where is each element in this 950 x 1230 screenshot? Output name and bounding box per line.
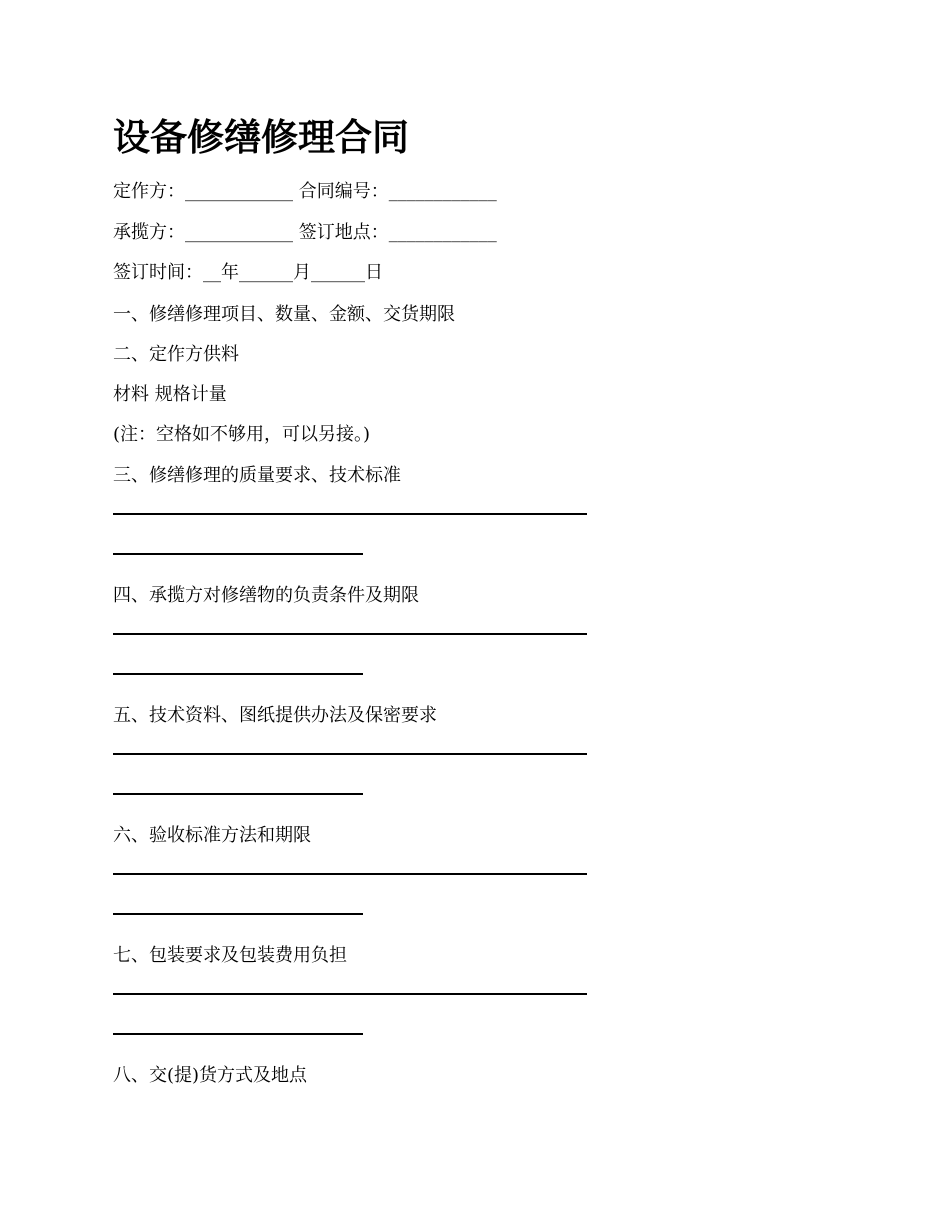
section-5-blank-long: [113, 753, 587, 755]
contractor-signing-place-line: 承揽方：____________ 签订地点：____________: [113, 222, 497, 243]
section-5-heading: 五、技术资料、图纸提供办法及保密要求: [113, 705, 437, 726]
section-2-heading: 二、定作方供料: [113, 344, 239, 365]
note-line: (注：空格如不够用，可以另接。): [113, 424, 371, 445]
section-4-blank-short: [113, 673, 363, 675]
document-title: 设备修缮修理合同: [113, 115, 409, 159]
signing-date-line: 签订时间：__年______月______日: [113, 262, 383, 283]
section-6-blank-short: [113, 913, 363, 915]
section-7-blank-long: [113, 993, 587, 995]
section-3-blank-short: [113, 553, 363, 555]
orderer-contract-number-line: 定作方：____________ 合同编号：____________: [113, 181, 497, 202]
section-6-blank-long: [113, 873, 587, 875]
section-7-heading: 七、包装要求及包装费用负担: [113, 945, 347, 966]
section-3-heading: 三、修缮修理的质量要求、技术标准: [113, 465, 401, 486]
section-1-heading: 一、修缮修理项目、数量、金额、交货期限: [113, 304, 455, 325]
section-6-heading: 六、验收标准方法和期限: [113, 825, 311, 846]
section-8-heading: 八、交(提)货方式及地点: [113, 1065, 308, 1086]
section-5-blank-short: [113, 793, 363, 795]
section-4-blank-long: [113, 633, 587, 635]
section-4-heading: 四、承揽方对修缮物的负责条件及期限: [113, 585, 419, 606]
materials-spec-line: 材料 规格计量: [113, 384, 227, 405]
section-3-blank-long: [113, 513, 587, 515]
section-7-blank-short: [113, 1033, 363, 1035]
